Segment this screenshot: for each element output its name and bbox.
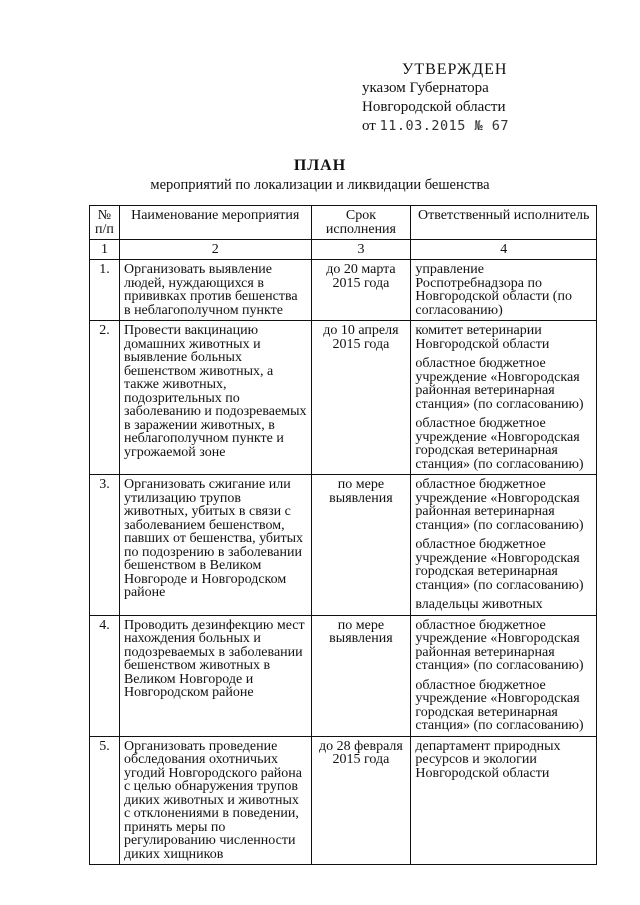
responsible-entry: областное бюджетное учреждение «Новгородская районная ветеринарная станция» (по согласованию) bbox=[415, 617, 584, 673]
approval-date-stamp: 11.03.2015 № 67 bbox=[379, 118, 510, 134]
approval-block bbox=[362, 60, 612, 136]
table-header-row bbox=[90, 206, 597, 240]
responsible-entry: комитет ветеринарии Новгородской области bbox=[415, 323, 550, 352]
approval-title: УТВЕРЖДЕН bbox=[402, 61, 508, 78]
responsible-entry: областное бюджетное учреждение «Новгородская районная ветеринарная станция» (по согласованию) bbox=[415, 477, 584, 533]
row-term: до 28 февраля 2015 года bbox=[311, 736, 411, 865]
row-responsible bbox=[411, 260, 597, 321]
responsible-entry: владельцы животных bbox=[415, 597, 543, 612]
row-measure: Организовать проведение обследования охотничьих угодий Новгородского района с целью обнаружения трупов диких животных и животных с отклонениями в поведении, принять меры по регулированию численности диких хищников bbox=[119, 736, 311, 865]
plan-title: ПЛАН bbox=[293, 157, 347, 174]
row-responsible bbox=[411, 321, 597, 475]
row-number: 1. bbox=[90, 260, 120, 321]
index-cell: 1 bbox=[90, 240, 120, 260]
responsible-entry: департамент природных ресурсов и экологии Новгородской области bbox=[415, 738, 561, 781]
header-responsible: Ответственный исполнитель bbox=[411, 206, 597, 240]
row-measure: Организовать выявление людей, нуждающихся в прививках против бешенства в неблагополучном пункте bbox=[119, 260, 311, 321]
responsible-entry: областное бюджетное учреждение «Новгородская городская ветеринарная станция» (по согласованию) bbox=[415, 416, 584, 472]
header-measure: Наименование мероприятия bbox=[119, 206, 311, 240]
index-cell: 2 bbox=[119, 240, 311, 260]
table-row bbox=[90, 475, 597, 616]
row-term: по мере выявления bbox=[311, 475, 411, 616]
plan-subtitle: мероприятий по локализации и ликвидации бешенства bbox=[150, 177, 490, 193]
table-row bbox=[90, 615, 597, 736]
index-cell: 4 bbox=[411, 240, 597, 260]
responsible-entry: областное бюджетное учреждение «Новгородская районная ветеринарная станция» (по согласованию) bbox=[415, 356, 584, 412]
row-measure: Организовать сжигание или утилизацию трупов животных, убитых в связи с заболеванием бешенством, павших от бешенства, убитых по подозрению в заболевании бешенством в Великом Новгороде и Новгородском районе bbox=[119, 475, 311, 616]
approval-date bbox=[362, 117, 612, 136]
approval-region: Новгородской области bbox=[362, 99, 506, 115]
header-term: Срок исполнения bbox=[311, 206, 411, 240]
responsible-entry: областное бюджетное учреждение «Новгородская городская ветеринарная станция» (по согласованию) bbox=[415, 677, 584, 733]
index-cell: 3 bbox=[311, 240, 411, 260]
row-measure: Провести вакцинацию домашних животных и выявление больных бешенством животных, а также животных, подозрительных по заболеванию и подозреваемых в заражении животных, в неблагополучном пункте и угрожаемой зоне bbox=[119, 321, 311, 475]
header-num: № п/п bbox=[90, 206, 120, 240]
row-number: 5. bbox=[90, 736, 120, 865]
row-responsible bbox=[411, 736, 597, 865]
row-number: 3. bbox=[90, 475, 120, 616]
row-number: 2. bbox=[90, 321, 120, 475]
table-row bbox=[90, 736, 597, 865]
plan-table bbox=[89, 205, 597, 865]
row-term: до 20 марта 2015 года bbox=[311, 260, 411, 321]
row-responsible bbox=[411, 475, 597, 616]
row-number: 4. bbox=[90, 615, 120, 736]
responsible-entry: управление Роспотребнадзора по Новгородской области (по согласованию) bbox=[415, 262, 572, 318]
approval-date-prefix: от bbox=[362, 118, 376, 134]
approval-decree: указом Губернатора bbox=[362, 80, 489, 96]
row-term: до 10 апреля 2015 года bbox=[311, 321, 411, 475]
table-row bbox=[90, 260, 597, 321]
table-index-row bbox=[90, 240, 597, 260]
plan-table-body bbox=[90, 206, 597, 865]
row-term: по мере выявления bbox=[311, 615, 411, 736]
row-responsible bbox=[411, 615, 597, 736]
row-measure: Проводить дезинфекцию мест нахождения больных и подозреваемых в заболевании бешенством животных в Великом Новгороде и Новгородском районе bbox=[119, 615, 311, 736]
responsible-entry: областное бюджетное учреждение «Новгородская городская ветеринарная станция» (по согласованию) bbox=[415, 537, 584, 593]
table-row bbox=[90, 321, 597, 475]
